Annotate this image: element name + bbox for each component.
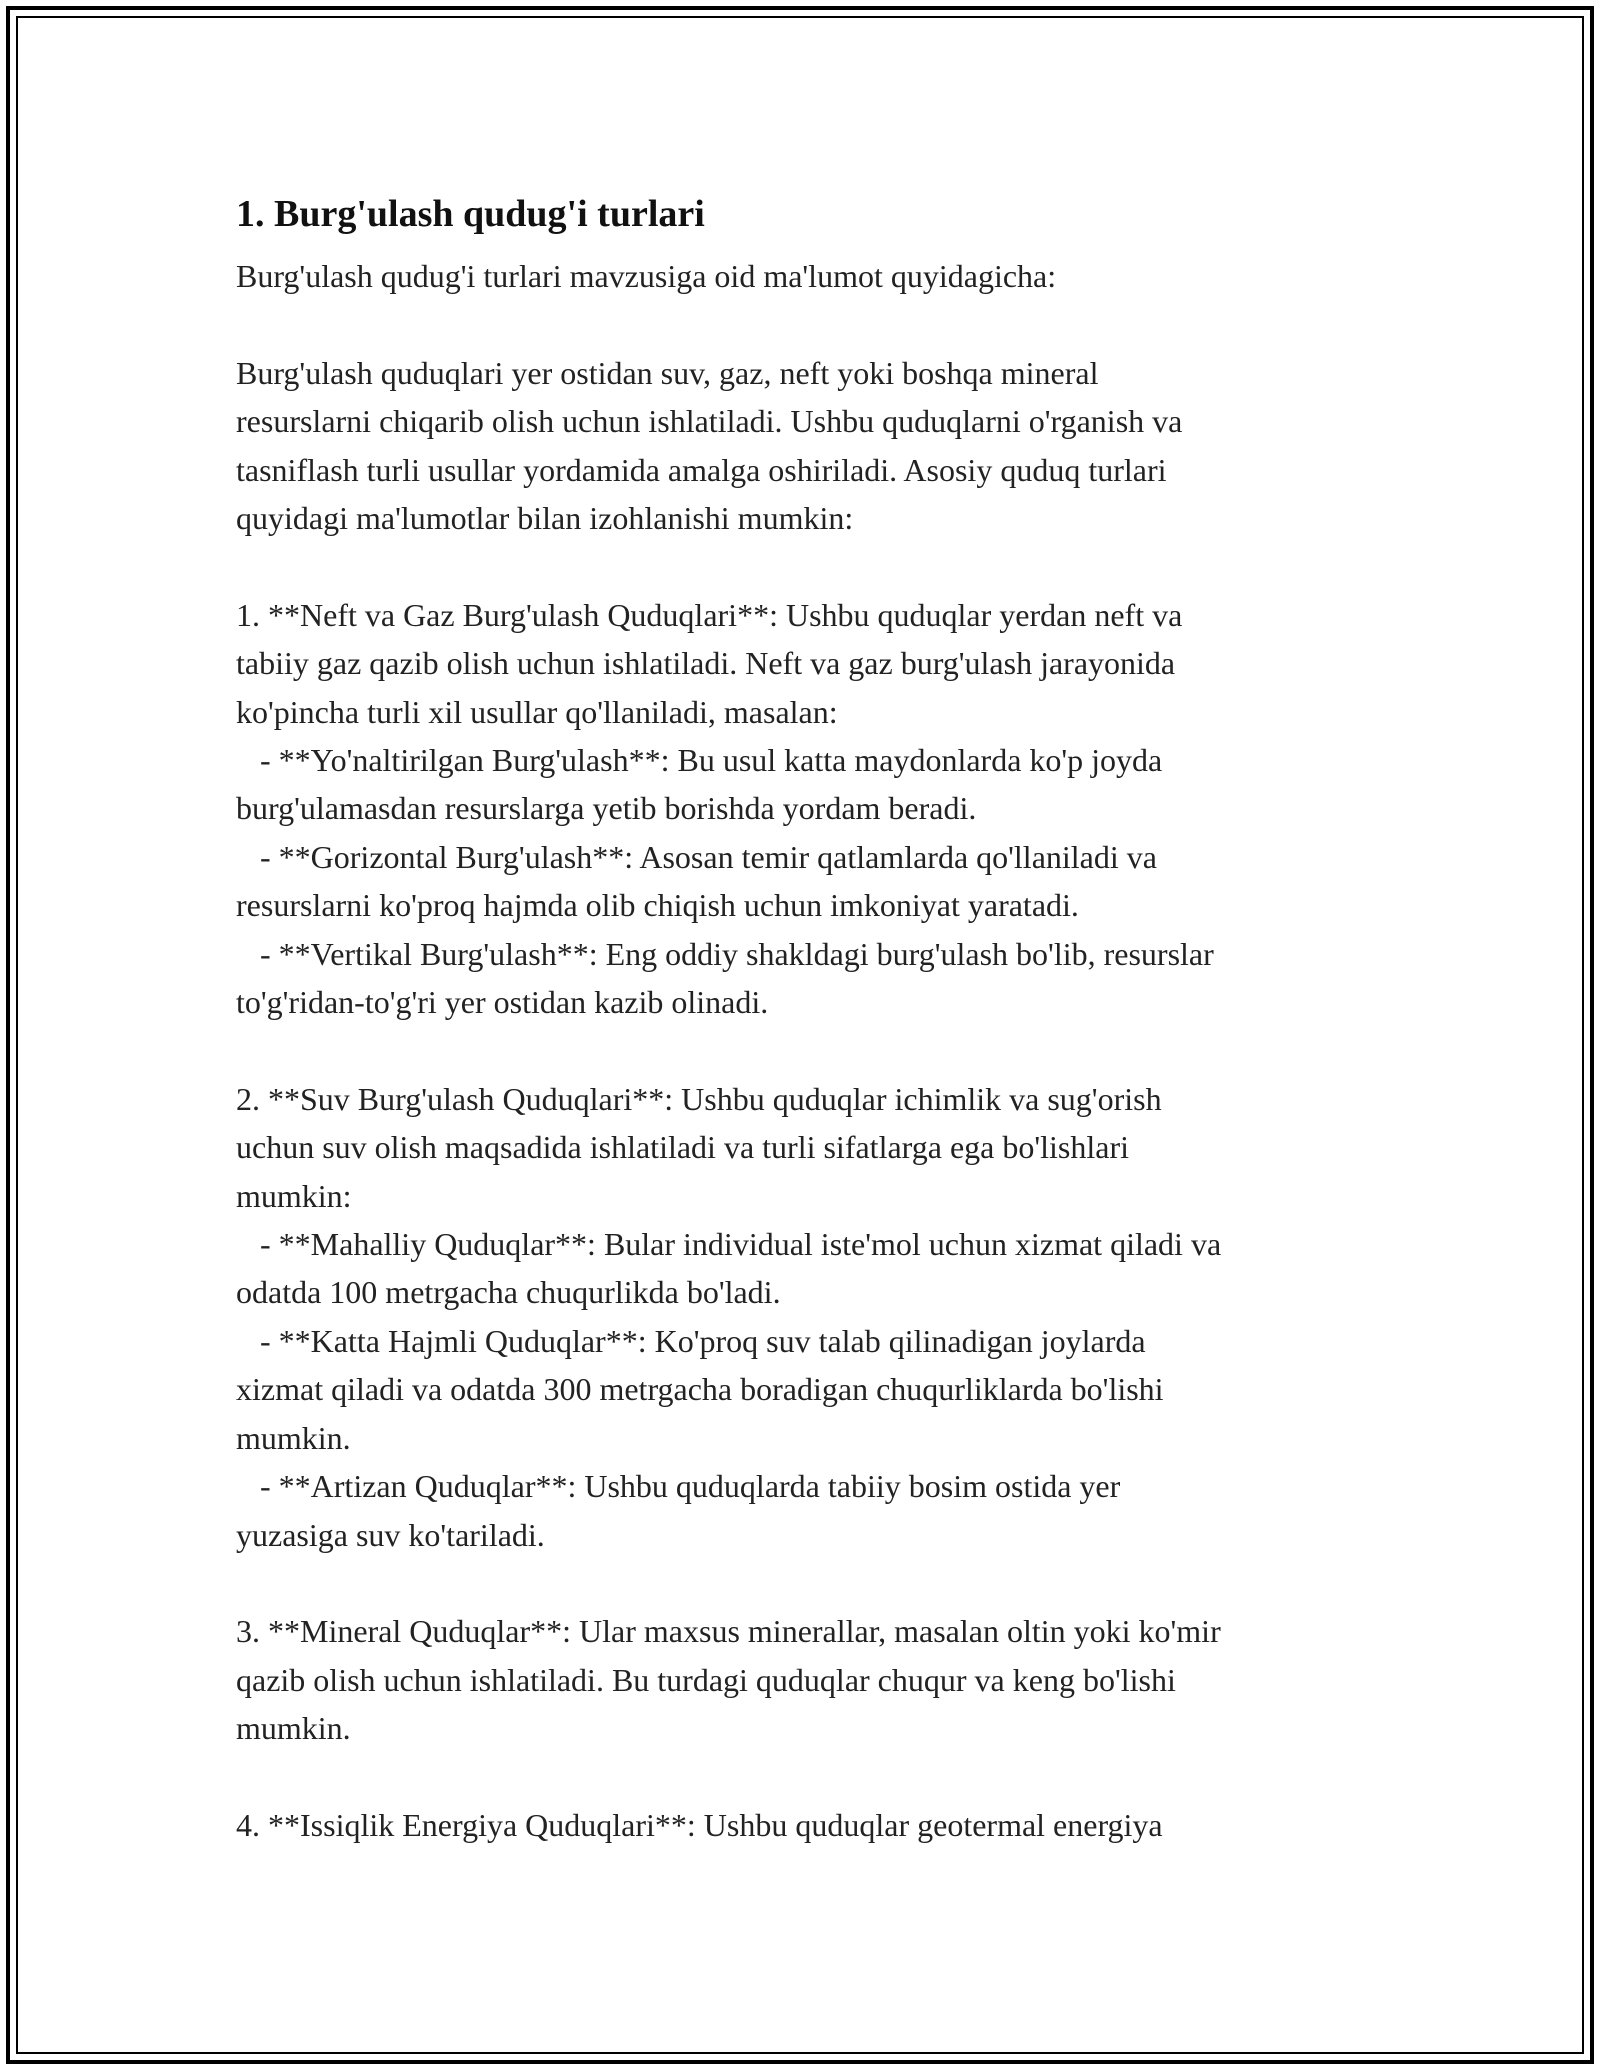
text-line: mumkin: (236, 1177, 352, 1214)
document-text (236, 252, 1386, 1849)
text-line: 2. **Suv Burg'ulash Quduqlari**: Ushbu quduqlar ichimlik va sug'orish (236, 1080, 1162, 1117)
text-line: mumkin. (236, 1419, 351, 1456)
text-line: qazib olish uchun ishlatiladi. Bu turdagi quduqlar chuqur va keng bo'lishi (236, 1661, 1176, 1698)
text-line: yuzasiga suv ko'tariladi. (236, 1516, 545, 1553)
text-line: - **Artizan Quduqlar**: Ushbu quduqlarda tabiiy bosim ostida yer (236, 1468, 1121, 1505)
text-line: tabiiy gaz qazib olish uchun ishlatiladi. Neft va gaz burg'ulash jarayonida (236, 645, 1176, 682)
text-line: resurslarni chiqarib olish uchun ishlatiladi. Ushbu quduqlarni o'rganish va (236, 403, 1183, 440)
text-line: - **Katta Hajmli Quduqlar**: Ko'proq suv talab qilinadigan joylarda (236, 1322, 1146, 1359)
text-line: resurslarni ko'proq hajmda olib chiqish uchun imkoniyat yaratadi. (236, 887, 1079, 924)
text-line: 3. **Mineral Quduqlar**: Ular maxsus minerallar, masalan oltin yoki ko'mir (236, 1613, 1221, 1650)
document-heading: 1. Burg'ulash qudug'i turlari (236, 193, 705, 235)
text-line: odatda 100 metrgacha chuqurlikda bo'ladi. (236, 1274, 781, 1311)
text-line: ko'pincha turli xil usullar qo'llaniladi, masalan: (236, 693, 838, 730)
blank-line (236, 1026, 1386, 1074)
text-line: quyidagi ma'lumotlar bilan izohlanishi mumkin: (236, 500, 854, 537)
blank-line (236, 542, 1386, 590)
text-line: Burg'ulash quduqlari yer ostidan suv, gaz, neft yoki boshqa mineral (236, 354, 1099, 391)
text-line: burg'ulamasdan resurslarga yetib borishda yordam beradi. (236, 790, 977, 827)
text-line: tasniflash turli usullar yordamida amalga oshiriladi. Asosiy quduq turlari (236, 451, 1167, 488)
blank-line (236, 300, 1386, 348)
text-line: - **Mahalliy Quduqlar**: Bular individual iste'mol uchun xizmat qiladi va (236, 1226, 1222, 1263)
text-line: to'g'ridan-to'g'ri yer ostidan kazib olinadi. (236, 984, 769, 1021)
text-line: uchun suv olish maqsadida ishlatiladi va turli sifatlarga ega bo'lishlari (236, 1129, 1129, 1166)
text-line: - **Vertikal Burg'ulash**: Eng oddiy shakldagi burg'ulash bo'lib, resurslar (236, 935, 1214, 972)
text-line: - **Gorizontal Burg'ulash**: Asosan temir qatlamlarda qo'llaniladi va (236, 838, 1157, 875)
text-line: xizmat qiladi va odatda 300 metrgacha boradigan chuqurliklarda bo'lishi (236, 1371, 1164, 1408)
document-body (236, 186, 1386, 1849)
blank-line (236, 1559, 1386, 1607)
text-line: - **Yo'naltirilgan Burg'ulash**: Bu usul katta maydonlarda ko'p joyda (236, 742, 1163, 779)
text-line: 1. **Neft va Gaz Burg'ulash Quduqlari**: Ushbu quduqlar yerdan neft va (236, 596, 1183, 633)
text-line: 4. **Issiqlik Energiya Quduqlari**: Ushbu quduqlar geotermal energiya (236, 1806, 1163, 1843)
text-line: mumkin. (236, 1710, 351, 1747)
blank-line (236, 1753, 1386, 1801)
text-line: Burg'ulash qudug'i turlari mavzusiga oid ma'lumot quyidagicha: (236, 258, 1057, 294)
